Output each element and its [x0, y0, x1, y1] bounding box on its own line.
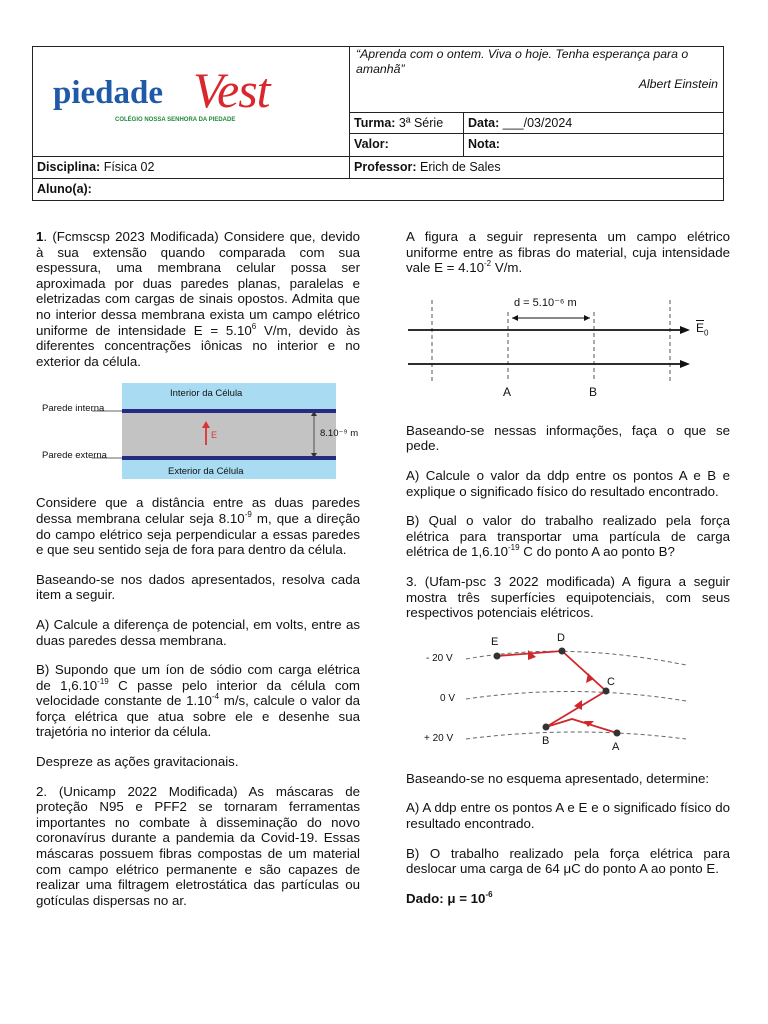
distance-arrow-left — [512, 315, 518, 321]
q1-instruction: Baseando-se nos dados apresentados, resolva cada item a seguir. — [36, 571, 360, 603]
inner-wall — [122, 409, 336, 413]
label-b: B — [542, 734, 550, 747]
q2-item-a: A) Calcule o valor da ddp entre os pontos A e B e explique o significado físico do resultado encontrado. — [406, 467, 730, 499]
equipotential-figure — [406, 631, 730, 763]
point-e-dot — [494, 652, 501, 659]
membrane-region — [122, 413, 336, 456]
school-logo — [53, 59, 313, 129]
distance-arrow-right — [584, 315, 590, 321]
label-distance: d = 5.10⁻⁶ m — [514, 296, 577, 309]
q3-intro: 3. (Ufam-psc 3 2022 modificada) A figura a seguir mostra três superfícies equipotenciais, com seus respectivos potenciais elétricos. — [406, 573, 730, 621]
label-point-a: A — [503, 384, 512, 399]
label-v-minus20: - 20 V — [426, 652, 453, 664]
label-c: C — [607, 675, 615, 688]
outer-wall — [122, 456, 336, 460]
quote-author: Albert Einstein — [638, 77, 718, 91]
q3-dado: Dado: $\mu = 10^{-6}$ — [406, 889, 493, 906]
label-field: E — [211, 430, 218, 441]
surface-0 — [466, 691, 686, 701]
label-point-b: B — [589, 384, 598, 399]
label-v-plus20: + 20 V — [424, 732, 454, 744]
q2-instruction: Baseando-se nessas informações, faça o que se pede. — [406, 422, 730, 454]
label-parede-interna: Parede interna — [42, 403, 105, 415]
field-line-bottom-head — [680, 360, 690, 368]
left-column — [36, 229, 360, 922]
label-parede-externa: Parede externa — [42, 450, 107, 462]
point-a-dot — [614, 729, 621, 736]
label-a: A — [612, 740, 620, 753]
q2-field-text: A figura a seguir representa um campo elétrico uniforme entre as fibras do material, cuja intensidade vale $E = 4.10^{-2}$ V/m. — [406, 229, 730, 276]
quote-cell — [349, 46, 724, 113]
valor-cell: Valor: — [349, 133, 464, 157]
aluno-cell: Aluno(a): — [32, 178, 724, 201]
data-cell: Data: ___/03/2024 — [463, 112, 724, 134]
q3-item-a: A) A ddp entre os pontos A e E e o significado físico do resultado encontrado. — [406, 800, 730, 831]
q2-item-b: B) Qual o valor do trabalho realizado pela força elétrica para transportar uma partícula de carga elétrica de $1,6.10^{-19}$ C do ponto A ao ponto B? — [406, 513, 730, 560]
nota-cell: Nota: — [463, 133, 724, 157]
q2-intro: 2. (Unicamp 2022 Modificada) As máscaras de proteção N95 e PFF2 se tornaram ferramentas importantes no combate à disseminação do novo coronavírus durante a pandemia da Covid-19. Essas máscaras possuem fibras compostas de um material com campo elétrico permanente e são capazes de realizar uma filtragem eletrostática das partículas ou gotículas dispersas no ar. — [36, 783, 360, 908]
membrane-figure — [36, 383, 360, 483]
q3-item-b: B) O trabalho realizado pela força elétrica para deslocar uma carga de 64 μC do ponto A ao ponto E. — [406, 845, 730, 877]
label-interior: Interior da Célula — [170, 388, 243, 400]
label-e: E — [491, 635, 499, 648]
field-figure — [406, 290, 730, 415]
logo-vest: Vest — [193, 62, 270, 118]
right-column — [406, 229, 730, 920]
q1-item-b: B) Supondo que um íon de sódio com carga elétrica de $1,6.10^{-19}$ C passe pelo interior da célula com velocidade constante de $1.10^{-4}$ m/s, calcule o valor da força elétrica que atua sobre ele e desenhe sua trajetória no interior da célula. — [36, 662, 360, 740]
logo-piedade: piedade — [53, 75, 164, 111]
logo-subtitle: COLÉGIO NOSSA SENHORA DA PIEDADE — [115, 117, 236, 123]
point-b-dot — [543, 723, 550, 730]
label-d: D — [557, 631, 565, 644]
q1-intro: 1. (Fcmscsp 2023 Modificada) Considere que, devido à sua extensão quando comparada com sua espessura, uma membrana celular possa ser aproximada por duas paredes planas, paralelas e eletrizadas com cargas de sinais opostos. Admita que no interior dessa membrana exista um campo elétrico uniforme de intensidade $E = 5.10^6$ V/m, devido às diferentes concentrações iônicas no interior e no exterior da célula. — [36, 229, 360, 369]
turma-cell: Turma: 3ª Série — [349, 112, 464, 134]
label-exterior: Exterior da Célula — [168, 466, 244, 478]
quote-text: “Aprenda com o ontem. Viva o hoje. Tenha esperança para o amanhã” — [356, 47, 689, 76]
q1-item-a: A) Calcule a diferença de potencial, em volts, entre as duas paredes dessa membrana. — [36, 616, 360, 648]
q3-instruction: Baseando-se no esquema apresentado, determine: — [406, 770, 710, 786]
point-d-dot — [559, 647, 566, 654]
label-e0: $\overline{E}_0$ — [696, 320, 709, 338]
label-v0: 0 V — [440, 692, 456, 704]
surface-plus-20 — [466, 732, 686, 739]
q1-distance: Considere que a distância entre as duas paredes dessa membrana celular seja $8.10^{-9}$ m, que a direção do campo elétrico seja perpendicular a essas paredes e que seu sentido seja de fora para dentro da célula. — [36, 495, 360, 558]
professor-cell: Professor: Erich de Sales — [349, 156, 724, 179]
field-line-top-head — [680, 326, 690, 334]
disciplina-cell: Disciplina: Física 02 — [32, 156, 350, 179]
q1-note: Despreze as ações gravitacionais. — [36, 754, 239, 770]
label-dimension: 8.10⁻⁹ m — [320, 428, 359, 440]
